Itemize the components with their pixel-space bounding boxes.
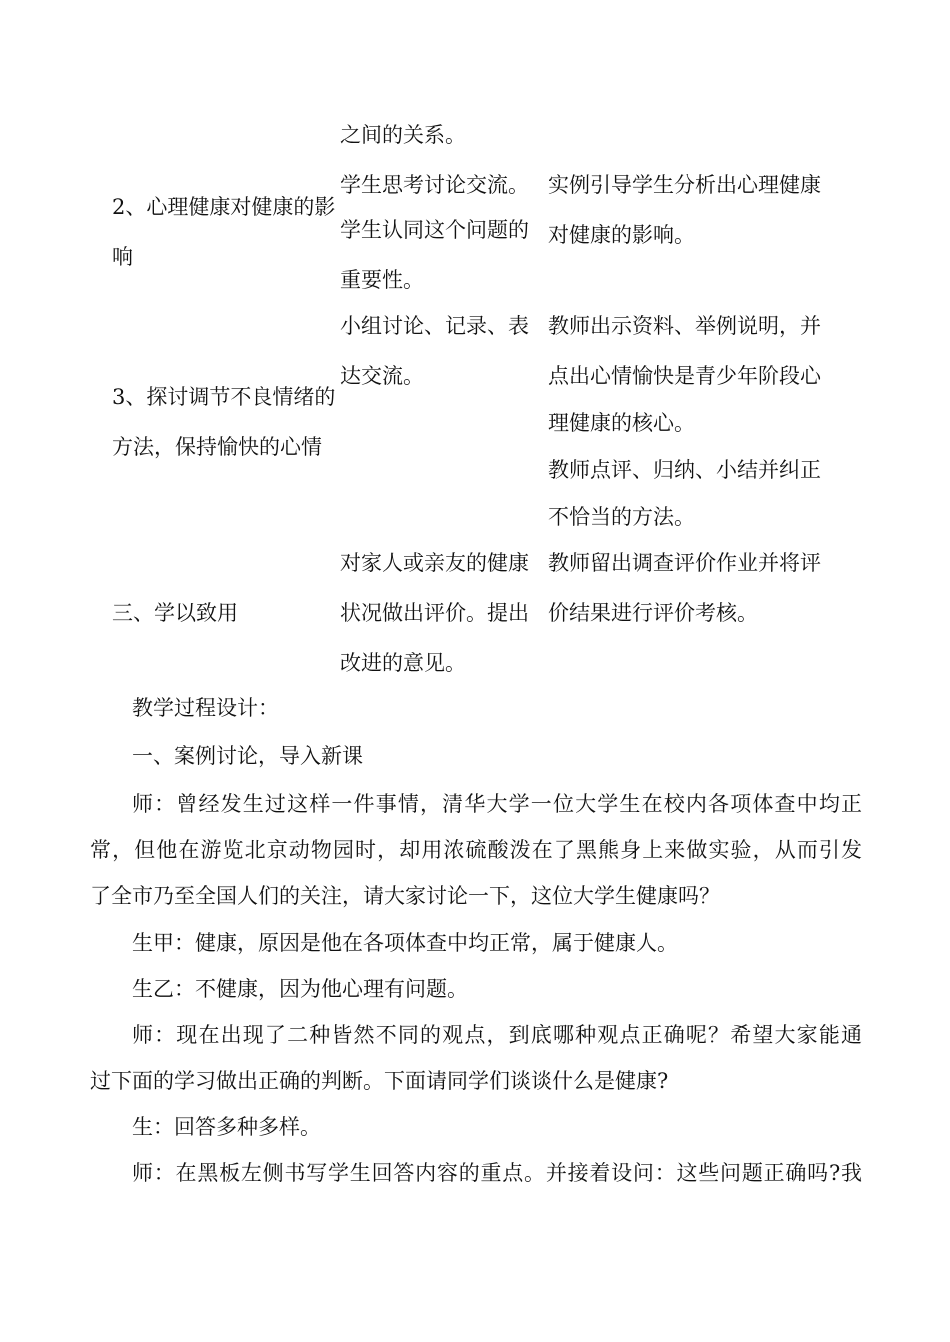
student-b-answer: 生乙：不健康，因为他心理有问题。: [132, 977, 468, 1001]
row1-student-line2: 学生认同这个问题的: [340, 218, 529, 242]
row3-student-line3: 改进的意见。: [340, 651, 466, 675]
row2-teacher-line1: 教师出示资料、举例说明，并: [548, 314, 821, 338]
row1-teacher-line2: 对健康的影响。: [548, 223, 695, 247]
teacher-paragraph-2-line2: 过下面的学习做出正确的判断。下面请同学们谈谈什么是健康?: [90, 1069, 669, 1093]
row1-student-line3: 重要性。: [340, 268, 424, 292]
student-a-answer: 生甲：健康，原因是他在各项体查中均正常，属于健康人。: [132, 931, 678, 955]
teacher-paragraph-1-line1: 师：曾经发生过这样一件事情，清华大学一位大学生在校内各项体查中均正: [132, 792, 862, 816]
section-heading-1: 一、案例讨论，导入新课: [132, 744, 363, 768]
row2-student-line1: 小组讨论、记录、表: [340, 314, 529, 338]
teacher-paragraph-2-line1: 师：现在出现了二种皆然不同的观点，到底哪种观点正确呢？希望大家能通: [132, 1023, 862, 1047]
row2-teacher-line2: 点出心情愉快是青少年阶段心: [548, 364, 821, 388]
teacher-paragraph-3-line1: 师：在黑板左侧书写学生回答内容的重点。并接着设问：这些问题正确吗?我: [132, 1161, 862, 1185]
row2-student-line2: 达交流。: [340, 364, 424, 388]
row2-teacher-line5: 不恰当的方法。: [548, 505, 695, 529]
row2-label-line1: 3、探讨调节不良情绪的: [112, 385, 336, 409]
row1-label-line1: 2、心理健康对健康的影: [112, 195, 336, 219]
row2-teacher-line4: 教师点评、归纳、小结并纠正: [548, 458, 821, 482]
row1-student-line1: 学生思考讨论交流。: [340, 173, 529, 197]
row3-student-line2: 状况做出评价。提出: [340, 601, 529, 625]
row3-teacher-line1: 教师留出调查评价作业并将评: [548, 551, 821, 575]
row3-student-line1: 对家人或亲友的健康: [340, 551, 529, 575]
row1-teacher-line1: 实例引导学生分析出心理健康: [548, 173, 821, 197]
process-heading: 教学过程设计：: [132, 696, 279, 720]
teacher-paragraph-1-line2: 常，但他在游览北京动物园时，却用浓硫酸泼在了黑熊身上来做实验，从而引发: [90, 838, 862, 862]
row2-teacher-line3: 理健康的核心。: [548, 411, 695, 435]
row1-student-line0: 之间的关系。: [340, 123, 466, 147]
row2-label-line2: 方法，保持愉快的心情: [112, 435, 322, 459]
row3-teacher-line2: 价结果进行评价考核。: [548, 601, 758, 625]
row3-label: 三、学以致用: [112, 601, 238, 625]
student-answer: 生：回答多种多样。: [132, 1115, 321, 1139]
teacher-paragraph-1-line3: 了全市乃至全国人们的关注，请大家讨论一下，这位大学生健康吗？: [90, 884, 720, 908]
row1-label-line2: 响: [112, 245, 133, 269]
